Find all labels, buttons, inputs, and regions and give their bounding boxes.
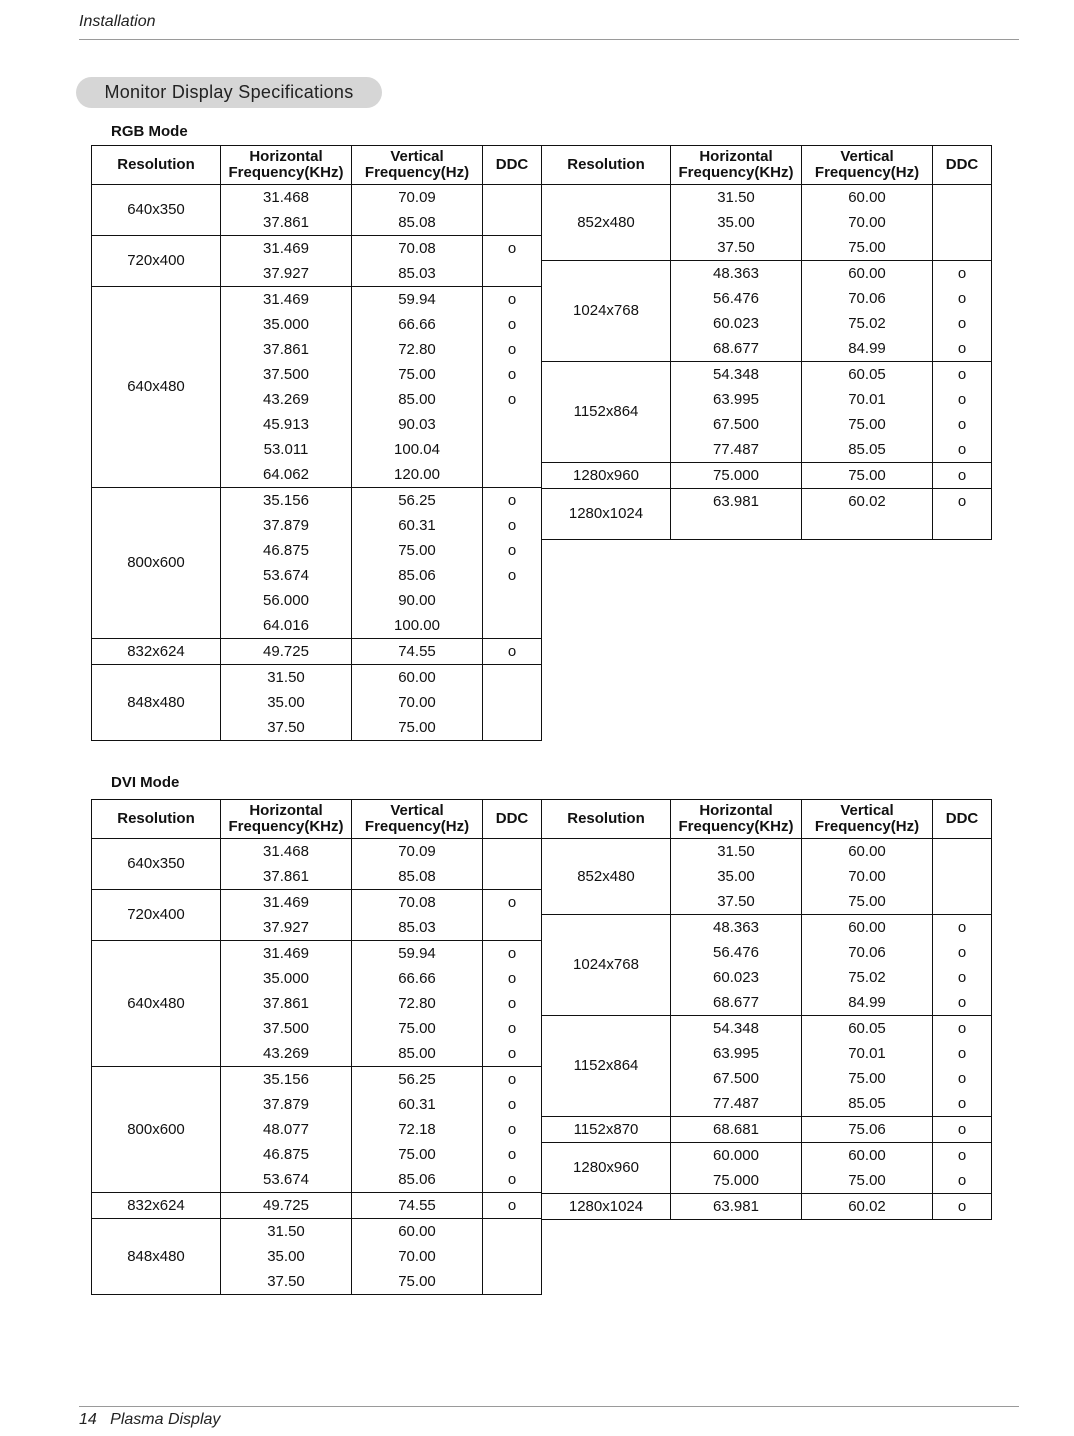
header-vertical-frequency: Vertical Frequency(Hz)	[352, 800, 483, 839]
v-freq-cell: 70.01	[802, 1041, 933, 1066]
v-freq-cell: 85.06	[352, 1167, 483, 1193]
v-freq-cell: 75.00	[352, 715, 483, 741]
ddc-cell: o	[933, 1041, 992, 1066]
v-freq-cell: 74.55	[352, 639, 483, 665]
ddc-cell: o	[933, 990, 992, 1016]
spec-table	[91, 799, 542, 1295]
h-freq-cell: 64.016	[221, 613, 352, 639]
v-freq-cell: 75.00	[352, 1142, 483, 1167]
ddc-cell: o	[933, 362, 992, 388]
v-freq-cell: 85.05	[802, 437, 933, 463]
ddc-cell: o	[483, 1041, 542, 1067]
resolution-cell: 852x480	[542, 185, 671, 261]
v-freq-cell: 90.00	[352, 588, 483, 613]
h-freq-cell: 48.363	[671, 915, 802, 941]
resolution-cell: 640x350	[92, 839, 221, 890]
ddc-cell: o	[483, 488, 542, 514]
table-row	[542, 915, 992, 941]
h-freq-cell: 67.500	[671, 1066, 802, 1091]
header-horizontal-frequency: Horizontal Frequency(KHz)	[221, 800, 352, 839]
resolution-cell: 720x400	[92, 236, 221, 287]
v-freq-cell: 85.00	[352, 1041, 483, 1067]
v-freq-cell: 75.00	[802, 1168, 933, 1194]
h-freq-cell: 35.000	[221, 312, 352, 337]
h-freq-cell: 48.363	[671, 261, 802, 287]
resolution-cell: 1152x864	[542, 362, 671, 463]
h-freq-cell: 48.077	[221, 1117, 352, 1142]
ddc-cell: o	[483, 362, 542, 387]
header-ddc: DDC	[933, 800, 992, 839]
v-freq-cell: 75.00	[802, 412, 933, 437]
resolution-cell: 848x480	[92, 665, 221, 741]
h-freq-cell: 37.879	[221, 1092, 352, 1117]
h-freq-cell: 60.023	[671, 965, 802, 990]
ddc-cell	[933, 889, 992, 915]
v-freq-cell: 85.03	[352, 915, 483, 941]
ddc-cell: o	[483, 312, 542, 337]
ddc-cell: o	[933, 1091, 992, 1117]
v-freq-cell: 85.06	[352, 563, 483, 588]
h-freq-cell: 54.348	[671, 362, 802, 388]
h-freq-cell: 75.000	[671, 463, 802, 489]
v-freq-cell: 60.05	[802, 1016, 933, 1042]
ddc-cell: o	[483, 538, 542, 563]
v-freq-cell: 72.80	[352, 991, 483, 1016]
dvi-mode-label: DVI Mode	[111, 774, 180, 791]
header-resolution: Resolution	[542, 800, 671, 839]
table-row	[542, 1143, 992, 1169]
v-freq-cell: 75.00	[352, 362, 483, 387]
v-freq-cell: 70.08	[352, 890, 483, 916]
v-freq-cell: 85.05	[802, 1091, 933, 1117]
v-freq-cell: 75.00	[802, 1066, 933, 1091]
table-row	[542, 362, 992, 388]
footer-divider	[79, 1406, 1019, 1407]
h-freq-cell: 56.000	[221, 588, 352, 613]
header-resolution: Resolution	[92, 800, 221, 839]
v-freq-cell: 72.18	[352, 1117, 483, 1142]
v-freq-cell: 85.08	[352, 210, 483, 236]
spec-table	[541, 145, 992, 540]
spec-table	[91, 145, 542, 741]
ddc-cell	[483, 261, 542, 287]
header-vertical-frequency: Vertical Frequency(Hz)	[802, 800, 933, 839]
ddc-cell	[483, 437, 542, 462]
v-freq-cell: 85.08	[352, 864, 483, 890]
h-freq-cell: 37.879	[221, 513, 352, 538]
footer-product: Plasma Display	[110, 1411, 221, 1428]
h-freq-cell: 37.500	[221, 362, 352, 387]
header-vertical-frequency: Vertical Frequency(Hz)	[352, 146, 483, 185]
table-row	[542, 1016, 992, 1042]
h-freq-cell: 37.861	[221, 991, 352, 1016]
h-freq-cell: 35.00	[671, 864, 802, 889]
v-freq-cell	[802, 514, 933, 540]
v-freq-cell: 70.09	[352, 185, 483, 211]
resolution-cell: 1280x1024	[542, 489, 671, 540]
ddc-cell: o	[933, 463, 992, 489]
table-row	[92, 1067, 542, 1093]
table-row	[92, 665, 542, 691]
resolution-cell: 800x600	[92, 1067, 221, 1193]
ddc-cell: o	[933, 336, 992, 362]
h-freq-cell: 46.875	[221, 538, 352, 563]
h-freq-cell: 35.156	[221, 488, 352, 514]
ddc-cell: o	[483, 287, 542, 313]
ddc-cell	[483, 1219, 542, 1245]
resolution-cell: 640x480	[92, 941, 221, 1067]
v-freq-cell: 56.25	[352, 1067, 483, 1093]
h-freq-cell: 31.50	[221, 665, 352, 691]
h-freq-cell: 49.725	[221, 639, 352, 665]
h-freq-cell: 31.469	[221, 941, 352, 967]
v-freq-cell: 75.00	[352, 538, 483, 563]
h-freq-cell: 37.500	[221, 1016, 352, 1041]
v-freq-cell: 75.00	[802, 889, 933, 915]
ddc-cell: o	[933, 1168, 992, 1194]
v-freq-cell: 70.08	[352, 236, 483, 262]
v-freq-cell: 84.99	[802, 990, 933, 1016]
v-freq-cell: 60.00	[802, 915, 933, 941]
table-row	[92, 941, 542, 967]
resolution-cell: 832x624	[92, 1193, 221, 1219]
v-freq-cell: 60.00	[802, 261, 933, 287]
h-freq-cell: 67.500	[671, 412, 802, 437]
ddc-cell	[483, 665, 542, 691]
v-freq-cell: 70.00	[802, 210, 933, 235]
header-horizontal-frequency: Horizontal Frequency(KHz)	[671, 146, 802, 185]
header-section-label: Installation	[79, 13, 156, 30]
table-row	[92, 1193, 542, 1219]
h-freq-cell: 64.062	[221, 462, 352, 488]
h-freq-cell: 43.269	[221, 387, 352, 412]
table-row	[542, 463, 992, 489]
h-freq-cell: 53.674	[221, 563, 352, 588]
ddc-cell	[483, 690, 542, 715]
resolution-cell: 1152x870	[542, 1117, 671, 1143]
h-freq-cell: 35.156	[221, 1067, 352, 1093]
ddc-cell: o	[483, 563, 542, 588]
h-freq-cell: 63.981	[671, 1194, 802, 1220]
v-freq-cell: 85.00	[352, 387, 483, 412]
table-row	[542, 839, 992, 865]
ddc-cell: o	[933, 489, 992, 515]
v-freq-cell: 70.00	[802, 864, 933, 889]
header-horizontal-frequency: Horizontal Frequency(KHz)	[221, 146, 352, 185]
ddc-cell	[483, 839, 542, 865]
resolution-cell: 1024x768	[542, 261, 671, 362]
v-freq-cell: 75.06	[802, 1117, 933, 1143]
table-row	[542, 185, 992, 211]
h-freq-cell: 68.681	[671, 1117, 802, 1143]
table-row	[542, 1194, 992, 1220]
v-freq-cell: 120.00	[352, 462, 483, 488]
v-freq-cell: 85.03	[352, 261, 483, 287]
h-freq-cell: 49.725	[221, 1193, 352, 1219]
v-freq-cell: 59.94	[352, 287, 483, 313]
ddc-cell: o	[933, 1117, 992, 1143]
dvi-table-right	[541, 799, 992, 1220]
resolution-cell: 1280x1024	[542, 1194, 671, 1220]
table-row	[542, 1117, 992, 1143]
ddc-cell: o	[483, 1167, 542, 1193]
rgb-mode-label: RGB Mode	[111, 123, 188, 140]
table-row	[92, 1219, 542, 1245]
h-freq-cell: 37.861	[221, 210, 352, 236]
table-row	[92, 488, 542, 514]
h-freq-cell: 54.348	[671, 1016, 802, 1042]
h-freq-cell: 75.000	[671, 1168, 802, 1194]
v-freq-cell: 56.25	[352, 488, 483, 514]
v-freq-cell: 70.00	[352, 690, 483, 715]
v-freq-cell: 75.00	[802, 235, 933, 261]
ddc-cell: o	[483, 991, 542, 1016]
v-freq-cell: 90.03	[352, 412, 483, 437]
resolution-cell: 720x400	[92, 890, 221, 941]
v-freq-cell: 84.99	[802, 336, 933, 362]
table-row	[542, 261, 992, 287]
rgb-table-right	[541, 145, 992, 540]
h-freq-cell: 31.468	[221, 839, 352, 865]
h-freq-cell: 68.677	[671, 336, 802, 362]
v-freq-cell: 60.00	[802, 1143, 933, 1169]
h-freq-cell: 31.469	[221, 890, 352, 916]
h-freq-cell: 56.476	[671, 940, 802, 965]
resolution-cell: 640x480	[92, 287, 221, 488]
ddc-cell: o	[483, 639, 542, 665]
dvi-table-left	[91, 799, 542, 1295]
v-freq-cell: 60.00	[352, 665, 483, 691]
header-vertical-frequency: Vertical Frequency(Hz)	[802, 146, 933, 185]
table-row	[92, 639, 542, 665]
ddc-cell	[483, 715, 542, 741]
table-row	[92, 236, 542, 262]
ddc-cell	[483, 915, 542, 941]
h-freq-cell: 45.913	[221, 412, 352, 437]
v-freq-cell: 70.06	[802, 940, 933, 965]
ddc-cell: o	[933, 940, 992, 965]
ddc-cell: o	[933, 1066, 992, 1091]
v-freq-cell: 75.00	[352, 1016, 483, 1041]
h-freq-cell: 37.50	[221, 1269, 352, 1295]
ddc-cell	[483, 185, 542, 211]
h-freq-cell: 60.023	[671, 311, 802, 336]
header-resolution: Resolution	[542, 146, 671, 185]
h-freq-cell: 60.000	[671, 1143, 802, 1169]
ddc-cell: o	[483, 236, 542, 262]
header-horizontal-frequency: Horizontal Frequency(KHz)	[671, 800, 802, 839]
h-freq-cell: 37.927	[221, 915, 352, 941]
ddc-cell: o	[483, 1193, 542, 1219]
h-freq-cell: 37.50	[671, 235, 802, 261]
h-freq-cell: 35.00	[671, 210, 802, 235]
h-freq-cell: 77.487	[671, 1091, 802, 1117]
h-freq-cell: 68.677	[671, 990, 802, 1016]
ddc-cell: o	[933, 437, 992, 463]
v-freq-cell: 70.00	[352, 1244, 483, 1269]
v-freq-cell: 75.00	[352, 1269, 483, 1295]
v-freq-cell: 59.94	[352, 941, 483, 967]
table-row	[542, 489, 992, 515]
h-freq-cell: 37.50	[221, 715, 352, 741]
ddc-cell: o	[483, 1092, 542, 1117]
h-freq-cell: 37.861	[221, 864, 352, 890]
ddc-cell	[933, 210, 992, 235]
section-title: Monitor Display Specifications	[76, 77, 382, 108]
h-freq-cell: 63.995	[671, 387, 802, 412]
ddc-cell	[483, 462, 542, 488]
h-freq-cell: 53.011	[221, 437, 352, 462]
ddc-cell	[483, 210, 542, 236]
v-freq-cell: 72.80	[352, 337, 483, 362]
ddc-cell: o	[483, 890, 542, 916]
v-freq-cell: 60.02	[802, 489, 933, 515]
spec-table	[541, 799, 992, 1220]
h-freq-cell: 37.927	[221, 261, 352, 287]
ddc-cell: o	[483, 941, 542, 967]
ddc-cell: o	[483, 337, 542, 362]
resolution-cell: 852x480	[542, 839, 671, 915]
ddc-cell: o	[933, 915, 992, 941]
resolution-cell: 1280x960	[542, 1143, 671, 1194]
table-row	[92, 185, 542, 211]
ddc-cell	[483, 1244, 542, 1269]
h-freq-cell: 35.00	[221, 690, 352, 715]
ddc-cell: o	[483, 966, 542, 991]
ddc-cell: o	[483, 1067, 542, 1093]
ddc-cell	[933, 514, 992, 540]
ddc-cell: o	[483, 1117, 542, 1142]
v-freq-cell: 75.00	[802, 463, 933, 489]
ddc-cell	[483, 613, 542, 639]
h-freq-cell: 53.674	[221, 1167, 352, 1193]
resolution-cell: 1152x864	[542, 1016, 671, 1117]
v-freq-cell: 60.31	[352, 513, 483, 538]
v-freq-cell: 100.04	[352, 437, 483, 462]
header-resolution: Resolution	[92, 146, 221, 185]
h-freq-cell: 63.981	[671, 489, 802, 515]
resolution-cell: 832x624	[92, 639, 221, 665]
ddc-cell: o	[933, 311, 992, 336]
ddc-cell: o	[933, 412, 992, 437]
v-freq-cell: 70.01	[802, 387, 933, 412]
v-freq-cell: 60.31	[352, 1092, 483, 1117]
ddc-cell: o	[483, 513, 542, 538]
ddc-cell	[933, 839, 992, 865]
v-freq-cell: 60.05	[802, 362, 933, 388]
h-freq-cell: 56.476	[671, 286, 802, 311]
ddc-cell: o	[933, 387, 992, 412]
h-freq-cell: 31.469	[221, 287, 352, 313]
v-freq-cell: 60.00	[802, 185, 933, 211]
rgb-table-left	[91, 145, 542, 741]
ddc-cell: o	[483, 387, 542, 412]
resolution-cell: 1024x768	[542, 915, 671, 1016]
ddc-cell: o	[933, 1143, 992, 1169]
resolution-cell: 640x350	[92, 185, 221, 236]
v-freq-cell: 66.66	[352, 312, 483, 337]
v-freq-cell: 75.02	[802, 311, 933, 336]
ddc-cell	[483, 864, 542, 890]
h-freq-cell: 46.875	[221, 1142, 352, 1167]
v-freq-cell: 60.00	[802, 839, 933, 865]
header-ddc: DDC	[483, 800, 542, 839]
h-freq-cell: 31.50	[671, 839, 802, 865]
table-row	[92, 287, 542, 313]
page-number: 14	[79, 1411, 97, 1428]
v-freq-cell: 74.55	[352, 1193, 483, 1219]
ddc-cell	[483, 588, 542, 613]
ddc-cell: o	[933, 261, 992, 287]
ddc-cell	[483, 1269, 542, 1295]
ddc-cell: o	[483, 1016, 542, 1041]
h-freq-cell: 35.000	[221, 966, 352, 991]
h-freq-cell: 31.50	[671, 185, 802, 211]
table-row	[92, 890, 542, 916]
v-freq-cell: 70.09	[352, 839, 483, 865]
h-freq-cell: 31.468	[221, 185, 352, 211]
ddc-cell: o	[933, 1194, 992, 1220]
resolution-cell: 800x600	[92, 488, 221, 639]
v-freq-cell: 60.02	[802, 1194, 933, 1220]
v-freq-cell: 70.06	[802, 286, 933, 311]
table-row	[92, 839, 542, 865]
ddc-cell	[933, 864, 992, 889]
ddc-cell: o	[933, 965, 992, 990]
h-freq-cell: 37.861	[221, 337, 352, 362]
v-freq-cell: 66.66	[352, 966, 483, 991]
h-freq-cell: 77.487	[671, 437, 802, 463]
ddc-cell: o	[933, 1016, 992, 1042]
header-ddc: DDC	[483, 146, 542, 185]
h-freq-cell: 31.469	[221, 236, 352, 262]
resolution-cell: 848x480	[92, 1219, 221, 1295]
h-freq-cell: 37.50	[671, 889, 802, 915]
h-freq-cell: 35.00	[221, 1244, 352, 1269]
h-freq-cell: 31.50	[221, 1219, 352, 1245]
ddc-cell: o	[483, 1142, 542, 1167]
header-divider	[79, 39, 1019, 40]
ddc-cell	[933, 235, 992, 261]
v-freq-cell: 100.00	[352, 613, 483, 639]
h-freq-cell: 63.995	[671, 1041, 802, 1066]
ddc-cell	[483, 412, 542, 437]
header-ddc: DDC	[933, 146, 992, 185]
v-freq-cell: 60.00	[352, 1219, 483, 1245]
footer-label	[79, 1411, 220, 1429]
v-freq-cell: 75.02	[802, 965, 933, 990]
h-freq-cell: 43.269	[221, 1041, 352, 1067]
ddc-cell	[933, 185, 992, 211]
h-freq-cell	[671, 514, 802, 540]
resolution-cell: 1280x960	[542, 463, 671, 489]
ddc-cell: o	[933, 286, 992, 311]
